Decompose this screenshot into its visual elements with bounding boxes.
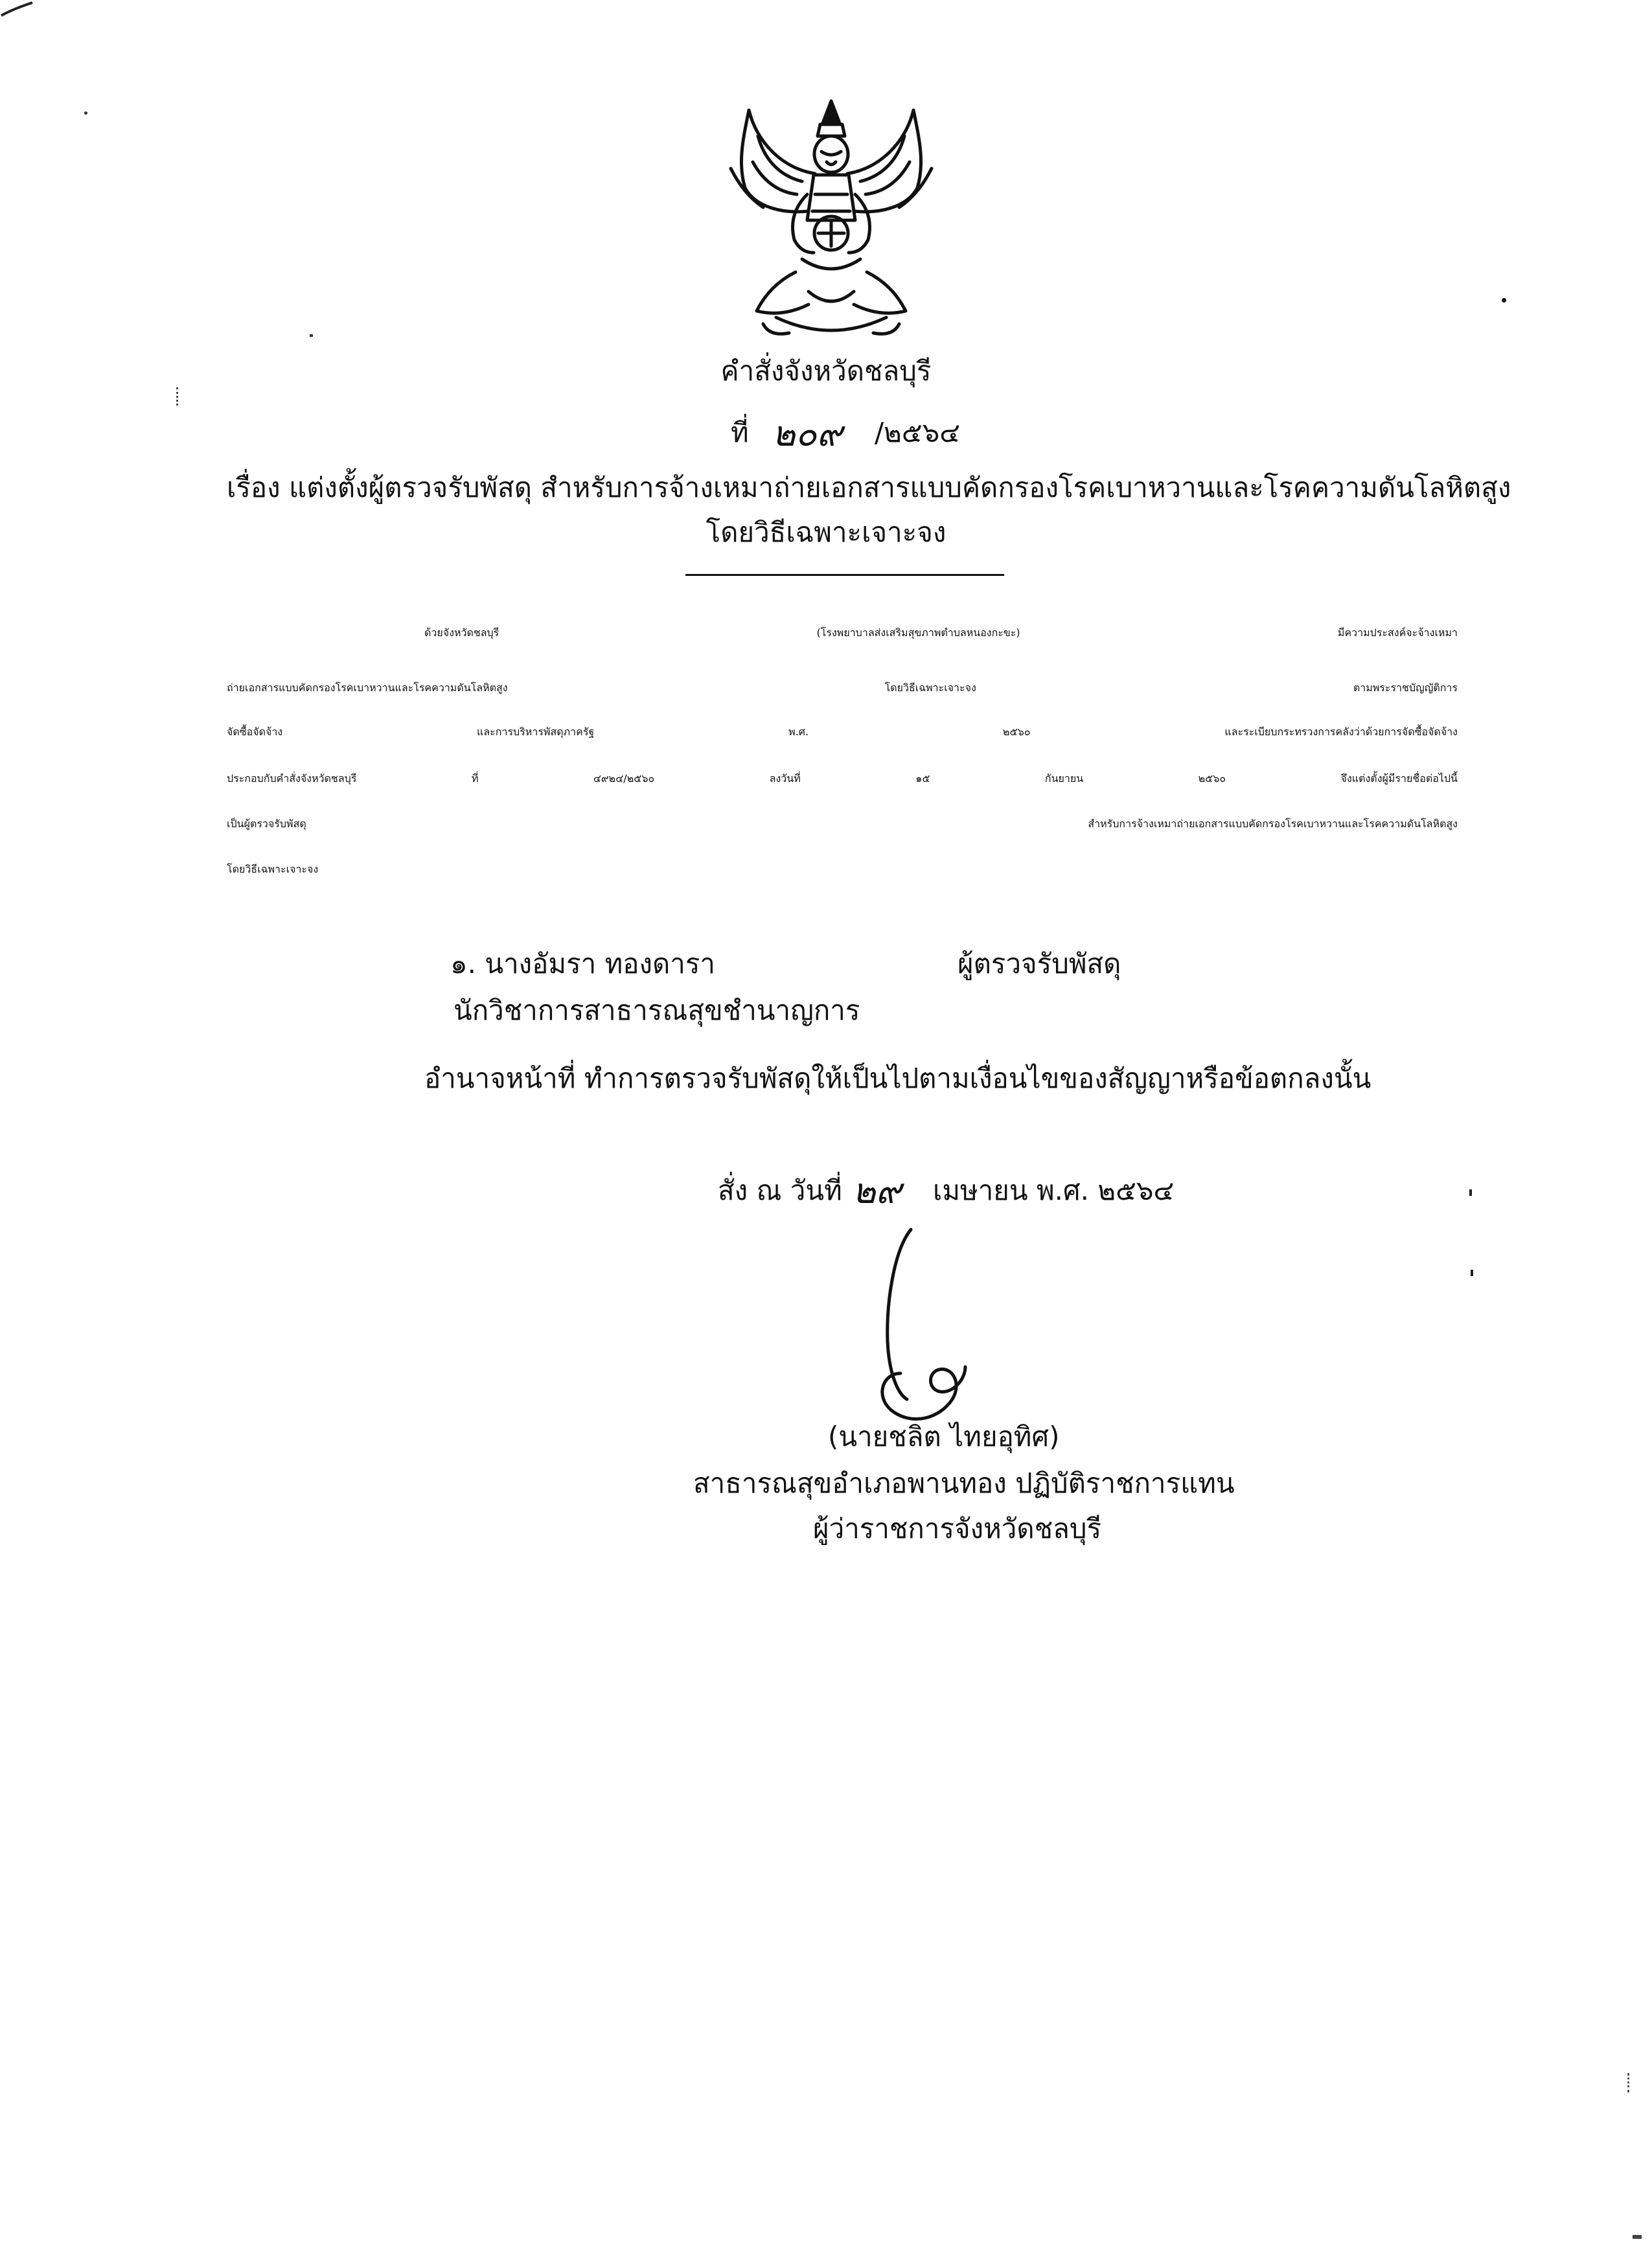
garuda-emblem <box>724 97 938 343</box>
member-role: ผู้ตรวจรับพัสดุ <box>958 948 1121 979</box>
body-line: ด้วยจังหวัดชลบุรี (โรงพยาบาลส่งเสริมสุขภาพตำบลหนองกะขะ) มีความประสงค์จะจ้างเหมา <box>424 626 1458 639</box>
scan-speck <box>1469 1189 1472 1196</box>
body-line: ประกอบกับคำสั่งจังหวัดชลบุรี ที่ ๔๙๒๔/๒๕๖๐ ลงวันที่ ๑๕ กันยายน ๒๕๖๐ จึงแต่งตั้งผู้มีรายชื่อต่อไปนี้ <box>227 772 1458 785</box>
order-number-handwritten: ๒๐๙ <box>772 415 843 453</box>
scan-speck <box>1627 2073 1632 2092</box>
signatory-name: (นายชลิต ไทยอุทิศ) <box>828 1421 1060 1452</box>
order-number-year: /๒๕๖๔ <box>875 417 961 448</box>
member-position: นักวิชาการสาธารณสุขชำนาญการ <box>453 994 860 1026</box>
body-line: เป็นผู้ตรวจรับพัสดุ สำหรับการจ้างเหมาถ่ายเอกสารแบบคัดกรองโรคเบาหวานและโรคความดันโลหิตสูง <box>227 818 1458 830</box>
dated-prefix: สั่ง ณ วันที่ <box>718 1174 842 1206</box>
header-divider <box>685 574 1004 576</box>
dated-month-year: เมษายน พ.ศ. ๒๕๖๔ <box>933 1174 1175 1206</box>
signatory-title-line-2: ผู้ว่าราชการจังหวัดชลบุรี <box>813 1513 1102 1544</box>
subject-line-1: เรื่อง แต่งตั้งผู้ตรวจรับพัสดุ สำหรับการจ้างเหมาถ่ายเอกสารแบบคัดกรองโรคเบาหวานและโรคความดันโลหิตสูง <box>227 472 1511 503</box>
signatory-title-line-1: สาธารณสุขอำเภอพานทอง ปฏิบัติราชการแทน <box>693 1467 1235 1499</box>
scan-speck <box>310 334 313 337</box>
scan-speck <box>1633 2235 1642 2239</box>
subject-line-2: โดยวิธีเฉพาะเจาะจง <box>706 516 946 548</box>
scan-speck <box>84 111 87 115</box>
body-line: ถ่ายเอกสารแบบคัดกรองโรคเบาหวานและโรคความดันโลหิตสูง โดยวิธีเฉพาะเจาะจง ตามพระราชบัญญัติการ <box>227 682 1458 694</box>
body-line: จัดซื้อจัดจ้าง และการบริหารพัสดุภาครัฐ พ.ศ. ๒๕๖๐ และระเบียบกระทรวงการคลังว่าด้วยการจัดซื้อจัดจ้าง <box>227 726 1458 738</box>
order-title: คำสั่งจังหวัดชลบุรี <box>720 355 932 387</box>
duty-statement: อำนาจหน้าที่ ทำการตรวจรับพัสดุให้เป็นไปตามเงื่อนไขของสัญญาหรือข้อตกลงนั้น <box>424 1062 1371 1094</box>
scan-speck <box>1502 298 1506 303</box>
order-number-prefix: ที่ <box>731 417 749 448</box>
dated-day-handwritten: ๒๙ <box>853 1172 902 1211</box>
scan-speck <box>176 387 185 406</box>
handwritten-signature <box>855 1224 1011 1438</box>
scan-mark <box>0 0 39 19</box>
body-line: โดยวิธีเฉพาะเจาะจง <box>227 863 319 875</box>
scan-speck <box>1471 1270 1473 1276</box>
member-name: ๑. นางอัมรา ทองดารา <box>450 948 715 979</box>
